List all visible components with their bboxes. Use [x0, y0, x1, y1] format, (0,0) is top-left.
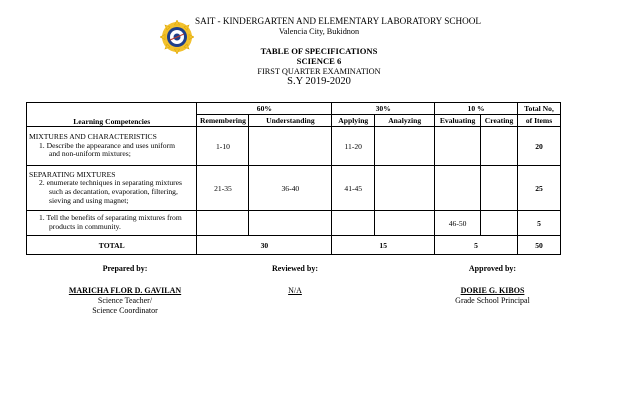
reviewed-by-name: N/A: [288, 286, 302, 295]
evaluating-cell: [435, 127, 481, 166]
col-competencies-header: Learning Competencies: [27, 103, 197, 127]
category-label: SEPARATING MIXTURES: [29, 169, 116, 179]
prepared-by-block: [40, 264, 210, 316]
competency-text: products in community.: [49, 222, 121, 231]
subject-title: SCIENCE 6: [296, 56, 342, 67]
approved-by-title: Grade School Principal: [455, 296, 530, 305]
document-title: TABLE OF SPECIFICATIONS: [260, 45, 378, 56]
approved-by-name: DORIE G. KIBOS: [460, 286, 525, 295]
competency-text: sieving and using magnet;: [49, 195, 129, 205]
reviewed-by-block: [240, 264, 350, 296]
total-items-header: [518, 103, 561, 115]
total-cell: 25: [518, 166, 561, 211]
understanding-cell: 36-40: [249, 166, 332, 211]
col-understanding: Understanding: [249, 115, 332, 127]
analyzing-cell: [375, 127, 435, 166]
competency-cell: [27, 211, 197, 236]
competency-text: 1. Describe the appearance and uses uniform: [39, 140, 175, 150]
reviewed-by-label: Reviewed by:: [272, 264, 318, 273]
competency-cell: [27, 127, 197, 166]
specifications-table: [26, 102, 561, 255]
prepared-by-title: Science Teacher/: [97, 296, 153, 305]
remembering-cell: 1-10: [197, 127, 249, 166]
total-items-label-1: Total No,: [524, 104, 554, 113]
applying-cell: 11-20: [332, 127, 375, 166]
group-10-header: 10 %: [435, 103, 518, 115]
category-label: MIXTURES AND CHARACTERISTICS: [29, 131, 157, 141]
prepared-by-title: Science Coordinator: [92, 306, 158, 315]
col-applying: Applying: [332, 115, 375, 127]
school-year: S.Y 2019-2020: [287, 76, 351, 88]
creating-cell: [481, 166, 518, 211]
table-header-row-1: [27, 103, 561, 115]
remembering-cell: 21-35: [197, 166, 249, 211]
school-city: Valencia City, Bukidnon: [278, 27, 360, 37]
table-row: [27, 211, 561, 236]
prepared-by-label: Prepared by:: [102, 264, 148, 273]
table-row: [27, 127, 561, 166]
approved-by-block: [430, 264, 555, 306]
competency-text: 2. enumerate techniques in separating mixtures: [39, 178, 182, 188]
evaluating-cell: [435, 166, 481, 211]
evaluating-cell: 46-50: [435, 211, 481, 236]
applying-cell: 41-45: [332, 166, 375, 211]
total-cell: 5: [518, 211, 561, 236]
competency-text: 1. Tell the benefits of separating mixtures from: [39, 213, 182, 223]
exam-title: FIRST QUARTER EXAMINATION: [257, 66, 381, 76]
table-row: [27, 166, 561, 211]
competency-cell: [27, 166, 197, 211]
col-analyzing: Analyzing: [375, 115, 435, 127]
total-group-10: 5: [435, 236, 518, 255]
understanding-cell: [249, 127, 332, 166]
competency-text: and non-uniform mixtures;: [49, 149, 131, 159]
col-evaluating: Evaluating: [435, 115, 481, 127]
analyzing-cell: [375, 211, 435, 236]
school-name: SAIT - KINDERGARTEN AND ELEMENTARY LABORATORY SCHOOL: [194, 16, 482, 26]
total-row: [27, 236, 561, 255]
analyzing-cell: [375, 166, 435, 211]
applying-cell: [332, 211, 375, 236]
col-creating: Creating: [481, 115, 518, 127]
understanding-cell: [249, 211, 332, 236]
grand-total: 50: [518, 236, 561, 255]
approved-by-label: Approved by:: [468, 264, 517, 273]
group-60-header: 60%: [197, 103, 332, 115]
remembering-cell: [197, 211, 249, 236]
total-row-label: TOTAL: [27, 236, 197, 255]
col-remembering: Remembering: [197, 115, 249, 127]
group-30-header: 30%: [332, 103, 435, 115]
competency-text: such as decantation, evaporation, filtering,: [49, 187, 178, 196]
total-cell: 20: [518, 127, 561, 166]
total-group-30: 15: [332, 236, 435, 255]
total-items-header-2: of Items: [518, 115, 561, 127]
total-group-60: 30: [197, 236, 332, 255]
creating-cell: [481, 127, 518, 166]
document-header: [0, 16, 638, 89]
prepared-by-name: MARICHA FLOR D. GAVILAN: [68, 286, 182, 295]
creating-cell: [481, 211, 518, 236]
